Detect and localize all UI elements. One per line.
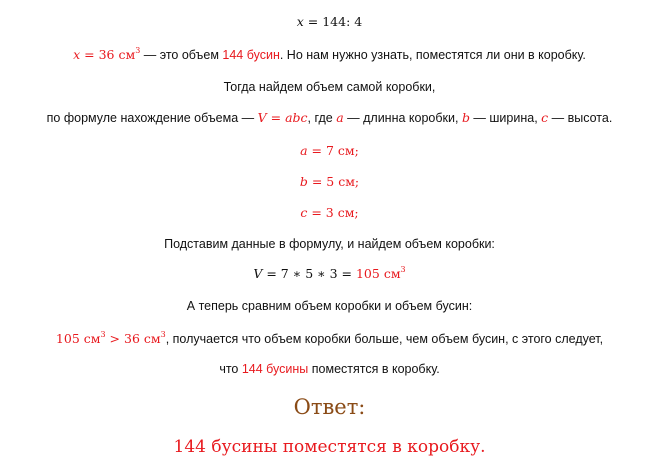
conclusion-line [0, 362, 659, 376]
volume-number: = 36 см [80, 47, 136, 62]
result-value: 105 см [355, 266, 401, 281]
value: = 3 см; [307, 205, 359, 220]
length-value [0, 143, 659, 158]
text: , где [307, 111, 337, 125]
text: что [219, 362, 242, 376]
text: — длинна коробки, [343, 111, 462, 125]
box-volume-intro: Тогда найдем объем самой коробки, [223, 80, 436, 94]
text: поместятся в коробку. [308, 362, 440, 376]
answer-text: 144 бусины поместятся в коробку. [173, 437, 486, 457]
beads-count: 144 бусин [222, 48, 280, 62]
division-expression: = 144: 4 [303, 14, 363, 29]
text: . Но нам нужно узнать, поместятся ли они в коробку. [279, 48, 586, 62]
var-x: x [73, 47, 81, 62]
exponent: 3 [135, 46, 141, 55]
value: = 7 см; [307, 143, 359, 158]
var-a: a [336, 110, 344, 125]
text: получается что объем коробки больше, чем объем бусин, с этого следует, [169, 332, 604, 346]
formula-line [0, 110, 659, 125]
text: по формуле нахождение объема — [46, 111, 258, 125]
compare-intro: А теперь сравним объем коробки и объем бусин: [186, 299, 473, 313]
height-value [0, 205, 659, 220]
beads-volume-value [73, 47, 140, 62]
var-a: a [300, 143, 308, 158]
var-c: c [541, 110, 549, 125]
comparison-line [0, 331, 659, 346]
box-volume: 105 см [55, 331, 101, 346]
equation-x-division [0, 14, 659, 29]
text: — высота. [548, 111, 613, 125]
beads-volume: > 36 см [105, 331, 161, 346]
var-b: b [461, 110, 470, 125]
var-c: c [300, 205, 308, 220]
width-value [0, 174, 659, 189]
text: — ширина, [469, 111, 542, 125]
answer-heading: Ответ: [293, 395, 366, 419]
exponent: 3 [400, 265, 406, 274]
box-volume-calculation [0, 266, 659, 281]
box-volume-result [356, 266, 406, 281]
volume-formula: V = abc [257, 110, 308, 125]
exponent: 3 [160, 330, 166, 339]
beads-volume-line [0, 47, 659, 62]
var-x: x [296, 14, 304, 29]
beads-count: 144 бусины [241, 362, 309, 376]
expression: = 7 ∗ 5 ∗ 3 = [262, 266, 356, 281]
var-b: b [299, 174, 308, 189]
text: — это объем [140, 48, 223, 62]
comma: , [165, 332, 170, 346]
exponent: 3 [100, 330, 106, 339]
substitute-intro: Подставим данные в формулу, и найдем объем коробки: [164, 237, 495, 251]
comparison-expression [56, 331, 166, 346]
var-v: V [253, 266, 263, 281]
value: = 5 см; [307, 174, 360, 189]
